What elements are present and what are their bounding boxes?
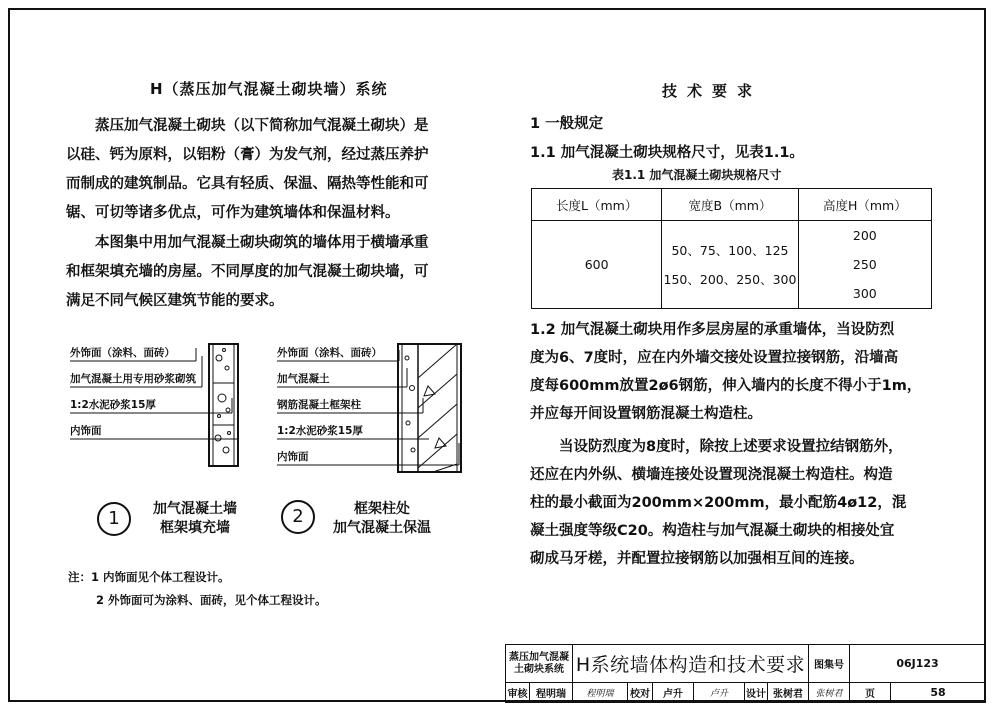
- tb-designer-signature: 张树君: [809, 683, 850, 703]
- wall-section-1: [66, 338, 266, 468]
- seismic8-line: 凝土强度等级C20。构造柱与加气混凝土砌块的相接处宜: [530, 523, 895, 539]
- th-height: 高度H（mm）: [798, 189, 931, 221]
- intro-line: 锯、可切等诸多优点，可作为建筑墙体和保温材料。: [66, 205, 400, 221]
- tb-category: 蒸压加气混凝土砌块系统: [506, 645, 573, 683]
- caption-line: 框架柱处: [354, 501, 410, 517]
- seismic8-line: 还应在内外纵、横墙连接处设置现浇混凝土构造柱。构造: [530, 467, 893, 483]
- usage-line: 和框架填充墙的房屋。不同厚度的加气混凝土砌块墙，可: [66, 264, 429, 280]
- intro-paragraph: [66, 112, 486, 228]
- intro-line: 蒸压加气混凝土砌块（以下简称加气混凝土砌块）是: [66, 118, 429, 134]
- tb-designer: 张树君: [768, 683, 809, 703]
- seismic8-line: 砌成马牙槎，并配置拉接钢筋以加强相互间的连接。: [530, 551, 864, 567]
- usage-line: 满足不同气候区建筑节能的要求。: [66, 293, 284, 309]
- tb-reviewer-signature: 程明瑞: [573, 683, 628, 703]
- tb-checker-signature: 卢升: [694, 683, 745, 703]
- d1-label-interior: 内饰面: [70, 425, 102, 437]
- intro-line: 以硅、钙为原料，以铝粉（膏）为发气剂，经过蒸压养护: [66, 147, 429, 163]
- wall-section-2: [273, 338, 473, 478]
- th-width: 宽度B（mm）: [662, 189, 798, 221]
- d2-label-column: 钢筋混凝土框架柱: [277, 399, 361, 411]
- item-1-2-line: 度每600mm放置2ø6钢筋，伸入墙内的长度不得小于1m，: [530, 378, 922, 394]
- usage-paragraph: [66, 229, 486, 316]
- section-general: 1 一般规定: [530, 116, 604, 132]
- d2-label-interior: 内饰面: [277, 451, 309, 463]
- seismic8-line: 柱的最小截面为200mm×200mm，最小配筋4ø12，混: [530, 495, 907, 511]
- width-row: 50、75、100、125: [671, 242, 789, 258]
- cell-widths: [662, 221, 798, 309]
- item-1-2-seismic8: [530, 433, 906, 573]
- tb-page-no: 58: [891, 683, 986, 703]
- spec-table: [531, 188, 932, 309]
- item-1-2-line: 度为6、7度时，应在内外墙交接处设置拉接钢筋，沿墙高: [530, 350, 899, 366]
- tb-checker: 卢升: [653, 683, 694, 703]
- cell-heights: [798, 221, 931, 309]
- d2-label-aac: 加气混凝土: [277, 373, 330, 385]
- height-row: 250: [852, 257, 877, 272]
- cell-length: 600: [532, 221, 662, 309]
- caption-line: 加气混凝土保温: [333, 520, 431, 536]
- d2-label-cement: 1:2水泥砂浆15厚: [277, 425, 363, 437]
- detail-caption-1: [140, 500, 250, 538]
- height-row: 300: [852, 286, 877, 301]
- note-2: 2 外饰面可为涂料、面砖，见个体工程设计。: [96, 593, 327, 607]
- tb-atlas-label: 图集号: [809, 645, 850, 683]
- d1-label-mortar: 加气混凝土用专用砂浆砌筑: [70, 373, 196, 385]
- title-block: [505, 644, 986, 703]
- height-row: 200: [852, 228, 877, 243]
- right-title: 技术要求: [662, 82, 763, 100]
- left-title: H（蒸压加气混凝土砌块墙）系统: [150, 80, 388, 98]
- tb-check-label: 校对: [628, 683, 653, 703]
- intro-line: 而制成的建筑制品。它具有轻质、保温、隔热等性能和可: [66, 176, 429, 192]
- item-1-2-line: 1.2 加气混凝土砌块用作多层房屋的承重墙体，当设防烈: [530, 322, 895, 338]
- tb-page-label: 页: [850, 683, 891, 703]
- detail-number-1: 1: [97, 502, 131, 536]
- d1-label-exterior: 外饰面（涂料、面砖）: [70, 347, 175, 359]
- caption-line: 框架填充墙: [160, 520, 230, 536]
- detail-number-2: 2: [281, 500, 315, 534]
- th-length: 长度L（mm）: [532, 189, 662, 221]
- seismic8-line: 当设防烈度为8度时，除按上述要求设置拉结钢筋外，: [530, 439, 903, 455]
- detail-caption-2: [322, 500, 442, 538]
- item-1-2-line: 并应每开间设置钢筋混凝土构造柱。: [530, 406, 762, 422]
- note-1: 注：1 内饰面见个体工程设计。: [68, 570, 230, 584]
- tb-design-label: 设计: [745, 683, 768, 703]
- d2-label-exterior: 外饰面（涂料、面砖）: [277, 347, 382, 359]
- width-row: 150、200、250、300: [663, 271, 797, 287]
- tb-reviewer: 程明瑞: [530, 683, 573, 703]
- d1-label-cement: 1:2水泥砂浆15厚: [70, 399, 156, 411]
- usage-line: 本图集中用加气混凝土砌块砌筑的墙体用于横墙承重: [66, 235, 429, 251]
- item-1-2: [530, 316, 921, 428]
- table-caption: 表1.1 加气混凝土砌块规格尺寸: [612, 168, 782, 182]
- tb-drawing-title: H系统墙体构造和技术要求: [573, 645, 809, 683]
- item-1-1: 1.1 加气混凝土砌块规格尺寸，见表1.1。: [530, 145, 804, 161]
- tb-atlas-no: 06J123: [850, 645, 986, 683]
- caption-line: 加气混凝土墙: [153, 501, 237, 517]
- tb-review-label: 审核: [506, 683, 530, 703]
